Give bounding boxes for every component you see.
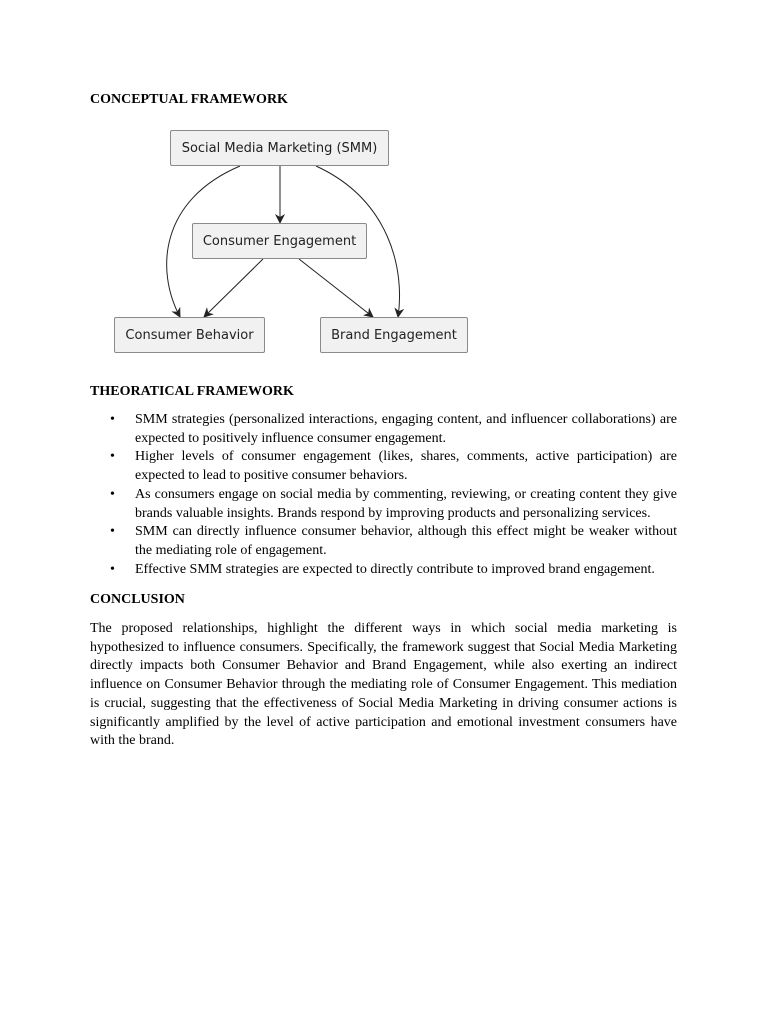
bullet-text: SMM can directly influence consumer behavior, although this effect might be weaker without the mediating role of engagement. [135,524,677,558]
list-item [90,411,677,448]
bullet-icon: • [110,449,115,465]
conclusion-heading: CONCLUSION [90,592,185,607]
bullet-icon: • [110,561,115,577]
node-social-media-marketing: Social Media Marketing (SMM) [170,130,389,166]
node-brand-engagement: Brand Engagement [320,317,468,353]
bullet-icon: • [110,412,115,427]
edge-ce-to-consumer-behavior [204,259,263,317]
node-consumer-behavior: Consumer Behavior [114,317,265,353]
list-item [90,486,677,523]
bullet-text: Effective SMM strategies are expected to directly contribute to improved brand engagement. [135,561,655,577]
list-item [90,561,677,580]
bullet-text: As consumers engage on social media by commenting, reviewing, or creating content they give brands valuable insights. Brands respond by improving products and personalizing services. [135,486,677,521]
conclusion-paragraph: The proposed relationships, highlight the different ways in which social media marketing is hypothesized to influence consumers. Specifically, the framework suggest that Social Media Marketing directly impacts both Consumer Behavior and Brand Engagement, while also exerting an indirect influence on Consumer Behavior through the mediating role of Consumer Engagement. This mediation is crucial, suggesting that the effectiveness of Social Media Marketing in driving consumer actions is significantly amplified by the level of active participation and emotional investment consumers have with the brand. [90,621,677,749]
theoretical-framework-heading: THEORATICAL FRAMEWORK [90,384,294,399]
list-item [90,448,677,485]
bullet-icon: • [110,524,115,540]
bullet-icon: • [110,486,115,502]
theoretical-bullet-list [90,411,677,579]
conceptual-framework-heading: CONCEPTUAL FRAMEWORK [90,92,288,107]
bullet-text: Higher levels of consumer engagement (likes, shares, comments, active participation) are expected to lead to positive consumer behaviors. [135,449,677,484]
bullet-text: SMM strategies (personalized interactions, engaging content, and influencer collaborations) are expected to positively influence consumer engagement. [135,412,677,446]
node-consumer-engagement: Consumer Engagement [192,223,367,259]
edge-ce-to-brand-engagement [299,259,373,317]
list-item [90,523,677,560]
conceptual-diagram [0,0,768,380]
